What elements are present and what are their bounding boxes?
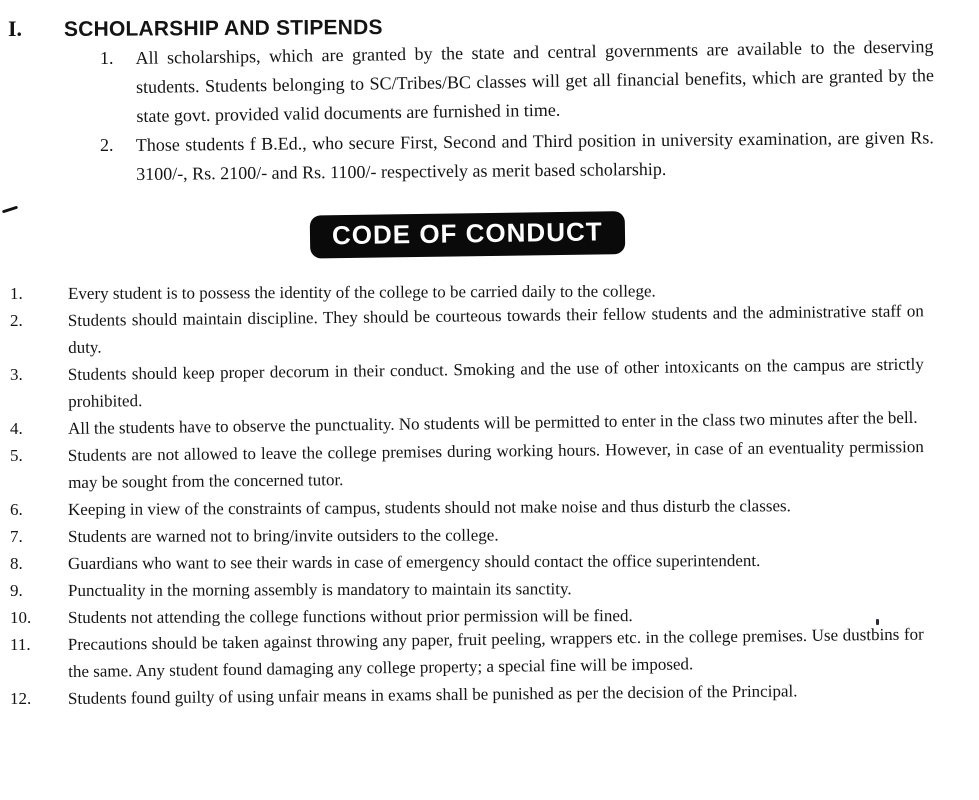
conduct-item-text: Students should maintain discipline. They should be courteous towards their fellow students and the administrative staff on duty. <box>67 301 924 357</box>
conduct-item <box>0 681 979 712</box>
conduct-item-number: 10. <box>10 608 32 627</box>
conduct-item-number: 7. <box>10 527 23 546</box>
conduct-item-text: Students are warned not to bring/invite outsiders to the college. <box>67 525 499 546</box>
conduct-item-number: 3. <box>10 365 23 384</box>
scholarship-item-text: Those students f B.Ed., who secure First, Second and Third position in university examination, are given Rs. 3100/-, Rs. 2100/- and Rs. 1100/- respectively as merit based scholarship. <box>135 127 934 184</box>
section-roman-numeral: I. <box>8 16 23 41</box>
scholarship-item-text: All scholarships, which are granted by the state and central governments are available to the deserving students. Students belonging to SC/Tribes/BC classes will get all financial benefits, which are granted by the state govt. provided valid documents are furnished in time. <box>135 36 935 126</box>
conduct-item-number: 6. <box>10 500 23 519</box>
conduct-item-text: Students should keep proper decorum in their conduct. Smoking and the use of other intoxicants on the campus are strictly prohibited. <box>67 354 924 411</box>
conduct-item-number: 8. <box>10 554 23 573</box>
conduct-heading-row <box>0 213 979 256</box>
conduct-item-text: Students found guilty of using unfair means in exams shall be punished as per the decision of the Principal. <box>67 681 798 708</box>
scholarship-item <box>0 36 979 131</box>
conduct-item-text: Keeping in view of the constraints of campus, students should not make noise and thus disturb the classes. <box>67 496 791 519</box>
scholarship-item-number: 1. <box>100 48 114 68</box>
conduct-list <box>0 280 979 712</box>
conduct-item <box>0 496 979 523</box>
conduct-item-text: Precautions should be taken against throwing any paper, fruit peeling, wrappers etc. in the college premises. Use dustbins for the same. Any student found damaging any college property; a special fine will be imposed. <box>67 624 924 681</box>
scholarship-item <box>0 127 979 189</box>
conduct-item-number: 2. <box>10 311 23 330</box>
conduct-item-number: 4. <box>10 419 23 438</box>
conduct-item-text: Punctuality in the morning assembly is mandatory to maintain its sanctity. <box>67 579 572 600</box>
conduct-item-text: Guardians who want to see their wards in case of emergency should contact the office superintendent. <box>67 550 761 573</box>
section-title: SCHOLARSHIP AND STIPENDS <box>63 16 383 41</box>
conduct-item-number: 9. <box>10 581 23 600</box>
conduct-item-number: 11. <box>10 635 31 654</box>
conduct-item-number: 12. <box>10 689 32 708</box>
conduct-item <box>0 577 979 604</box>
conduct-item-text: Students not attending the college functions without prior permission will be fined. <box>67 606 633 627</box>
conduct-item-text: Students are not allowed to leave the college premises during working hours. However, in case of an eventuality permission may be sought from the concerned tutor. <box>67 437 924 492</box>
conduct-item-text: All the students have to observe the punctuality. No students will be permitted to enter in the class two minutes after the bell. <box>67 407 918 438</box>
conduct-item-number: 5. <box>10 446 23 465</box>
code-of-conduct-badge: CODE OF CONDUCT <box>310 211 625 258</box>
conduct-item <box>0 550 979 577</box>
scholarship-item-number: 2. <box>100 135 114 155</box>
conduct-item-number: 1. <box>10 284 23 303</box>
conduct-item <box>0 437 979 496</box>
conduct-item-text: Every student is to possess the identity of the college to be carried daily to the college. <box>67 281 656 303</box>
